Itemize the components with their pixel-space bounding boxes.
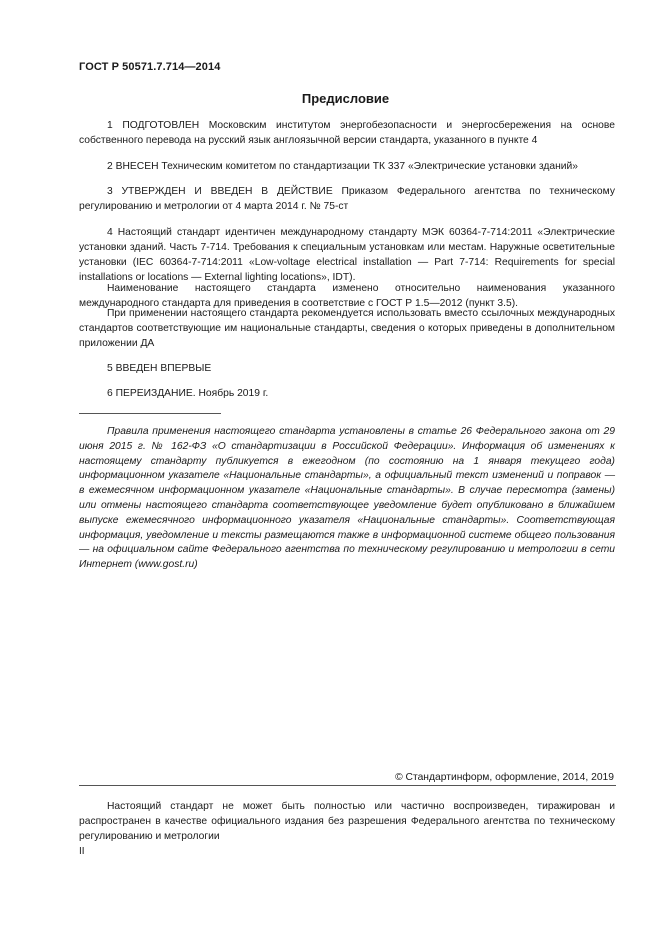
- reproduction-notice: Настоящий стандарт не может быть полностью или частично воспроизведен, тиражирован и распространен в качестве официального издания без разрешения Федерального агентства по техническому регулированию и метрологии: [79, 801, 615, 842]
- paragraph-3: 3 УТВЕРЖДЕН И ВВЕДЕН В ДЕЙСТВИЕ Приказом Федерального агентства по техническому регулированию и метрологии от 4 марта 2014 г. № 75-ст: [79, 186, 615, 212]
- paragraph-1: 1 ПОДГОТОВЛЕН Московским институтом энергобезопасности и энергосбережения на основе собственного перевода на русский язык англоязычной версии стандарта, указанного в пункте 4: [79, 120, 615, 146]
- copyright-line: © Стандартинформ, оформление, 2014, 2019: [395, 772, 614, 783]
- standardization-note: Правила применения настоящего стандарта установлены в статье 26 Федерального закона от 29 июня 2015 г. № 162-ФЗ «О стандартизации в Российской Федерации». Информация об изменениях к настоящему стандарту публикуется в ежегодном (по состоянию на 1 января текущего года) информационном указателе «Национальные стандарты», а официальный текст изменений и поправок — в ежемесячном информационном указателе «Национальные стандарты». В случае пересмотра (замены) или отмены настоящего стандарта соответствующее уведомление будет опубликовано в ближайшем выпуске ежемесячного информационного указателя «Национальные стандарты». Соответствующая информация, уведомление и тексты размещаются также в информационной системе общего пользования — на официальном сайте Федерального агентства по техническому регулированию и метрологии в сети Интернет (www.gost.ru): [79, 426, 615, 571]
- section-title: [0, 91, 661, 106]
- paragraph-5: 5 ВВЕДЕН ВПЕРВЫЕ: [107, 363, 212, 374]
- paragraph-4: 4 Настоящий стандарт идентичен международному стандарту МЭК 60364-7-714:2011 «Электрические установки зданий. Часть 7-714. Требования к специальным установкам или местам. Наружные осветительные установки (IEC 60364-7-714:2011 «Low-voltage electrical installation — Part 7-714: Requirements for special installations or locations — External lighting locations», IDT).: [79, 227, 615, 283]
- paragraph-4-references: При применении настоящего стандарта рекомендуется использовать вместо ссылочных международных стандартов соответствующие им национальные стандарты, сведения о которых приведены в дополнительном приложении ДА: [79, 308, 615, 349]
- page-number: II: [79, 846, 85, 857]
- paragraph-4-rename: Наименование настоящего стандарта изменено относительно наименования указанного международного стандарта для приведения в соответствие с ГОСТ Р 1.5—2012 (пункт 3.5).: [79, 283, 615, 309]
- paragraph-6: 6 ПЕРЕИЗДАНИЕ. Ноябрь 2019 г.: [107, 388, 269, 399]
- note-divider: [79, 413, 221, 414]
- bottom-divider: [79, 785, 616, 786]
- paragraph-2: 2 ВНЕСЕН Техническим комитетом по стандартизации ТК 337 «Электрические установки зданий»: [107, 161, 579, 172]
- document-header: ГОСТ Р 50571.7.714—2014: [79, 61, 221, 73]
- section-title-text: Предисловие: [301, 91, 390, 106]
